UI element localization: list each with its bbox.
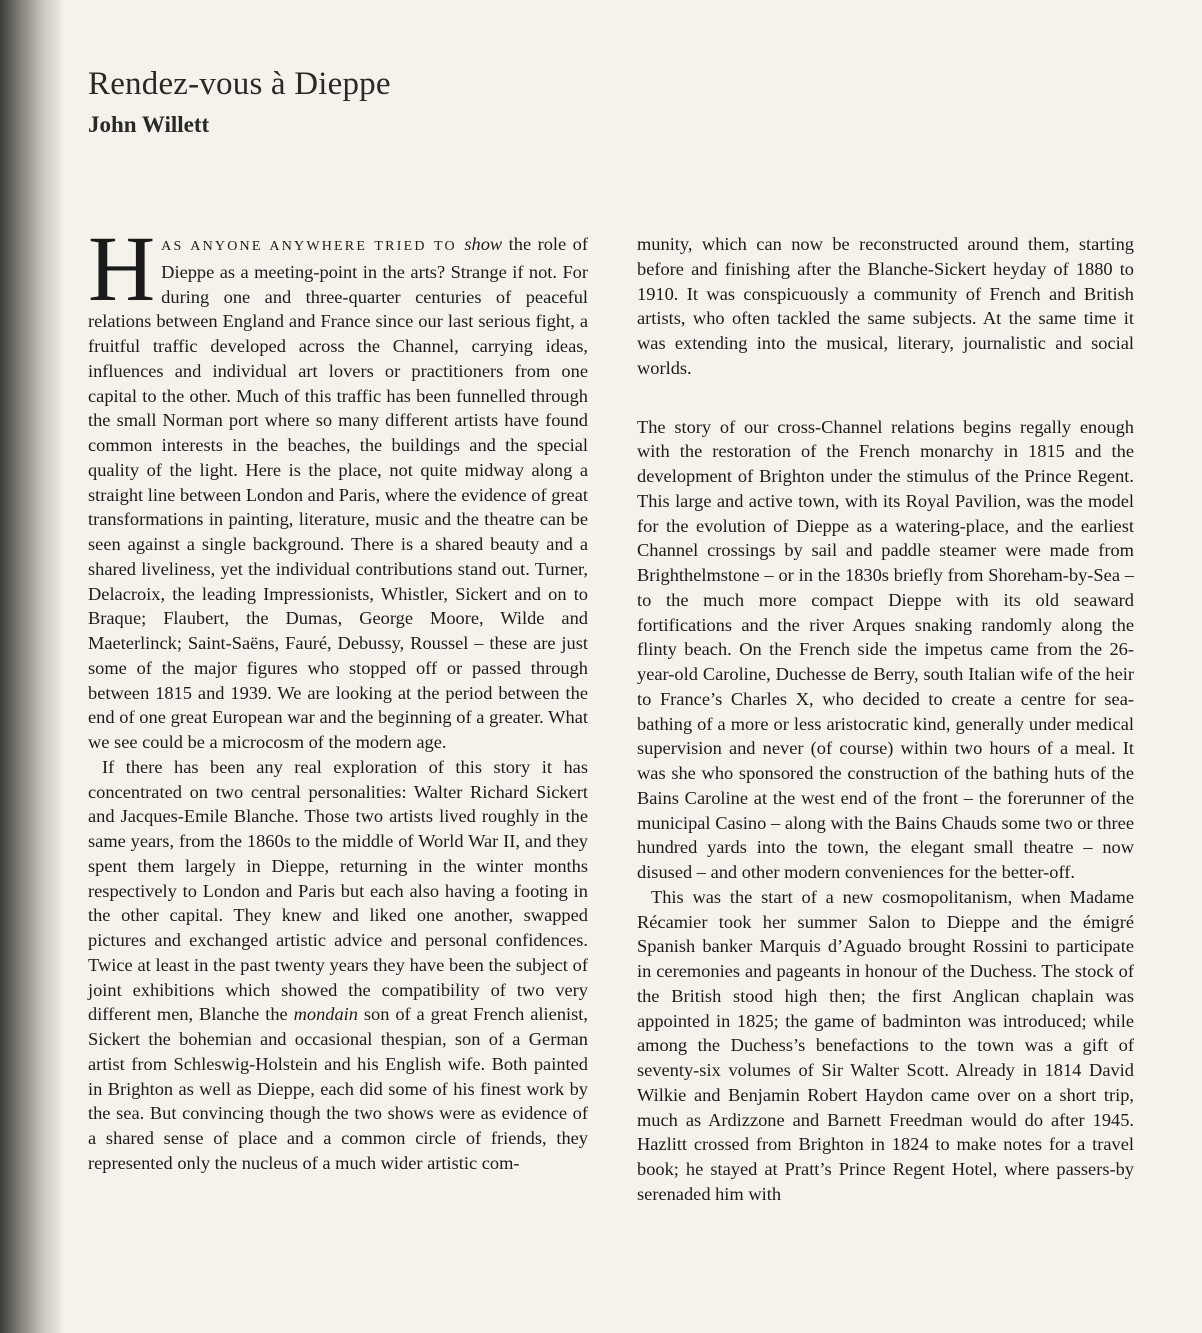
second-paragraph-text-a: If there has been any real exploration of this story it has concentrated on two central personalities: Walter Richard Sickert and Jacques-Emile Blanche. Those two artists lived roughly in the same years, from the 1860s to the middle of World War II, and they spent them largely in Dieppe, returning in the winter months respectively to London and Paris but each also having a footing in the other capital. They knew and liked one another, swapped pictures and exchanged artistic advice and personal confidences. Twice at least in the past twenty years they have been the subject of joint exhibitions which showed the compatibility of two very different men, Blanche the <box>88 756 588 1025</box>
article-author: John Willett <box>88 112 210 137</box>
article-title: Rendez-vous à Dieppe <box>88 66 391 102</box>
lead-emphasis: show <box>464 234 503 254</box>
lead-small-caps: AS ANYONE ANYWHERE TRIED TO <box>161 239 465 254</box>
opening-paragraph <box>88 218 589 755</box>
continued-paragraph: munity, which can now be reconstructed around them, starting before and finishing after the Blanche-Sickert heyday of 1880 to 1910. It was conspicuously a community of French and British artists, who often tackled the same subjects. At the same time it was extending into the musical, literary, journalistic and social worlds. <box>637 234 1134 378</box>
mondain-emphasis: mondain <box>293 1004 358 1025</box>
left-column <box>88 218 589 1176</box>
cosmopolitanism-paragraph: This was the start of a new cosmopolitanism, when Madame Récamier took her summer Salon to Dieppe and the émigré Spanish banker Marquis d’Aguado brought Rossini to participate in ceremonies and pageants in honour of the Duchess. The stock of the British stood high then; the first Anglican chaplain was appointed in 1825; the game of badminton was introduced; while among the Duchess’s benefactions to the town was a gift of seventy-six volumes of Sir Walter Scott. Already in 1814 David Wilkie and Benjamin Robert Haydon came over on a short trip, much as Ardizzone and Barnett Freedman would do after 1945. Hazlitt crossed from Brighton in 1824 to make notes for a travel book; he stayed at Pratt’s Prince Regent Hotel, where passers-by serenaded him with <box>637 886 1134 1204</box>
second-paragraph <box>88 755 588 1176</box>
opening-paragraph-text: the role of Dieppe as a meeting-point in the arts? Strange if not. For during one and three-quarter centuries of peaceful relations between England and France since our last serious fight, a fruitful traffic developed across the Channel, carrying ideas, influences and individual art lovers or practitioners from one capital to the other. Much of this traffic has been funnelled through the small Norman port where so many different artists have found common interests in the beaches, the buildings and the special quality of the light. Here is the place, not quite midway along a straight line between London and Paris, where the evidence of great transformations in painting, literature, music and the theatre can be seen against a single background. There is a shared beauty and a shared liveliness, yet the individual contributions stand out. Turner, Delacroix, the leading Impressionists, Whistler, Sickert and on to Braque; Flaubert, the Dumas, George Moore, Wilde and Maeterlinck; Saint-Saëns, Fauré, Debussy, Roussel – these are just some of the major figures who stopped off or passed through between 1815 and 1939. We are looking at the period between the end of one great European war and the beginning of a greater. What we see could be a microcosm of the modern age. <box>88 234 589 752</box>
cross-channel-paragraph: The story of our cross-Channel relations begins regally enough with the restoration of the French monarchy in 1815 and the development of Brighton under the stimulus of the Prince Regent. This large and active town, with its Royal Pavilion, was the model for the evolution of Dieppe as a watering-place, and the earliest Channel crossings by sail and paddle steamer were made from Brighthelmstone – or in the 1830s briefly from Shoreham-by-Sea – to the much more compact Dieppe with its old seaward fortifications and the river Arques snaking randomly along the flinty beach. On the French side the impetus came from the 26-year-old Caroline, Duchesse de Berry, south Italian wife of the heir to France’s Charles X, who decided to create a centre for sea-bathing of a more or less aristocratic kind, generally under medical supervision and never (of course) within two hours of a meal. It was she who sponsored the construction of the bathing huts of the Bains Caroline at the west end of the front – the forerunner of the municipal Casino – along with the Bains Chauds some two or three hundred yards into the town, the elegant small theatre – now disused – and other modern conveniences for the better-off. <box>637 416 1134 882</box>
book-gutter-shadow <box>0 0 62 1333</box>
right-column <box>637 232 1134 1207</box>
drop-cap: H <box>88 218 156 321</box>
second-paragraph-text-b: son of a great French alienist, Sickert the bohemian and occasional thespian, son of a German artist from Schleswig-Holstein and his English wife. Both painted in Brighton as well as Dieppe, each did some of his finest work by the sea. But convincing though the two shows were as evidence of a shared sense of place and a common circle of friends, they represented only the nucleus of a much wider artistic com- <box>88 1004 588 1173</box>
